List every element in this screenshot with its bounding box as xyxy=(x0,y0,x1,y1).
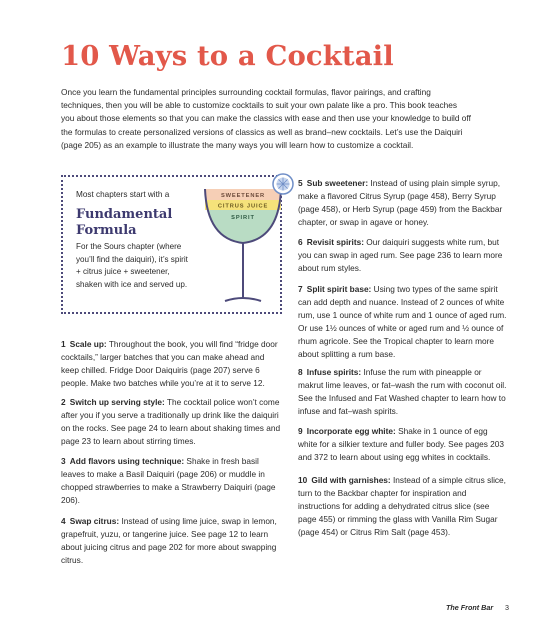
formula-body: For the Sours chapter (where you’ll find the daiquiri), it’s spirit + citrus juice + sweetener, shaken with ice and served up. xyxy=(76,242,188,289)
way-label: 10 Gild with garnishes: xyxy=(298,475,391,485)
formula-heading-line1: Fundamental xyxy=(76,207,173,222)
way-item: 2 Switch up serving style: The cocktail police won’t come after you if you serve a traditionally up drink like the daiquiri on the rocks. See page 24 to learn about shaking times and page 23 to learn about stirring times. xyxy=(61,397,281,447)
lime-wheel-garnish-icon xyxy=(273,174,293,194)
way-label: 4 Swap citrus: xyxy=(61,516,120,526)
way-label: 6 Revisit spirits: xyxy=(298,237,364,247)
way-item: 6 Revisit spirits: Our daiquiri suggests white rum, but you can swap in aged rum. See page 236 to learn more about rum styles. xyxy=(298,237,503,274)
formula-heading xyxy=(76,207,172,238)
glass-foot xyxy=(225,298,261,301)
way-label: 7 Split spirit base: xyxy=(298,284,372,294)
way-label: 9 Incorporate egg white: xyxy=(298,426,396,436)
way-label: 5 Sub sweetener: xyxy=(298,178,369,188)
way-item: 9 Incorporate egg white: Shake in 1 ounce of egg white for a silkier texture and fuller body. See pages 203 and 372 to learn about using egg whites in cocktails. xyxy=(298,426,505,463)
fundamental-formula-box xyxy=(61,175,282,314)
footer-page-number: 3 xyxy=(505,603,509,612)
formula-heading-line2: Formula xyxy=(76,222,137,238)
way-item: 5 Sub sweetener: Instead of using plain simple syrup, make a flavored Citrus Syrup (page 458), Berry Syrup (page 458), or Herb Syrup (page 459) from the Backbar chapter, or swap in agave or honey. xyxy=(298,178,503,228)
formula-lead-text: Most chapters start with a xyxy=(76,190,170,199)
way-item: 10 Gild with garnishes: Instead of a simple citrus slice, turn to the Backbar chapter for inspiration and instructions for adding a dehydrated citrus slice (see page 455) or rimming the glass with Vanilla Rim Sugar (page 454) or Citrus Rim Salt (page 453). xyxy=(298,475,506,538)
intro-paragraph: Once you learn the fundamental principles surrounding cocktail formulas, flavor pairings, and crafting techniques, then you will be able to customize cocktails to suit your own palate like a pro. This book teaches you about those elements so that you can make the classics with ease and then use your knowledge to build off the formulas to create personalized versions of classics as well as brand–new cocktails. Let’s use the Daiquiri (page 205) as an example to illustrate the many ways you will learn how to customize a cocktail. xyxy=(61,87,471,150)
page-title: 10 Ways to a Cocktail xyxy=(61,40,394,72)
citrus-juice-label: CITRUS JUICE xyxy=(217,203,269,210)
way-item: 1 Scale up: Throughout the book, you will find “fridge door cocktails,” larger batches that you can make ahead and keep chilled. Fridge Door Daiquiris (page 207) serve 6 people. Make two batches while you’re at it to serve 12. xyxy=(61,339,278,389)
way-label: 2 Switch up serving style: xyxy=(61,397,165,407)
way-label: 3 Add flavors using technique: xyxy=(61,456,185,466)
way-label: 1 Scale up: xyxy=(61,339,107,349)
way-label: 8 Infuse spirits: xyxy=(298,367,362,377)
way-item: 3 Add flavors using technique: Shake in fresh basil leaves to make a Basil Daiquiri (page 206) or muddle in chopped strawberries to make a Strawberry Daiquiri (page 206). xyxy=(61,456,276,506)
spirit-label: SPIRIT xyxy=(231,215,255,221)
way-item: 8 Infuse spirits: Infuse the rum with pineapple or makrut lime leaves, or fat–wash the rum with coconut oil. See the Infused and Fat Washed chapter to learn how to infuse and fat–wash spirits. xyxy=(298,367,507,417)
sweetener-label: SWEETENER xyxy=(220,193,266,199)
footer-book-title: The Front Bar xyxy=(446,603,494,612)
coupe-glass-illustration xyxy=(195,167,295,317)
way-item: 4 Swap citrus: Instead of using lime juice, swap in lemon, grapefruit, yuzu, or tangerine juice. See page 12 to learn about juicing citrus and page 202 for more about swapping citrus. xyxy=(61,516,277,566)
way-item: 7 Split spirit base: Using two types of the same spirit can add depth and nuance. Instead of 2 ounces of white rum, use 1 ounce of white rum and 1 ounce of aged rum. Or use 1½ ounces of white or aged rum and ½ ounce of rhum agricole. See the Tropical chapter to learn more about splitting a rum base. xyxy=(298,284,507,360)
